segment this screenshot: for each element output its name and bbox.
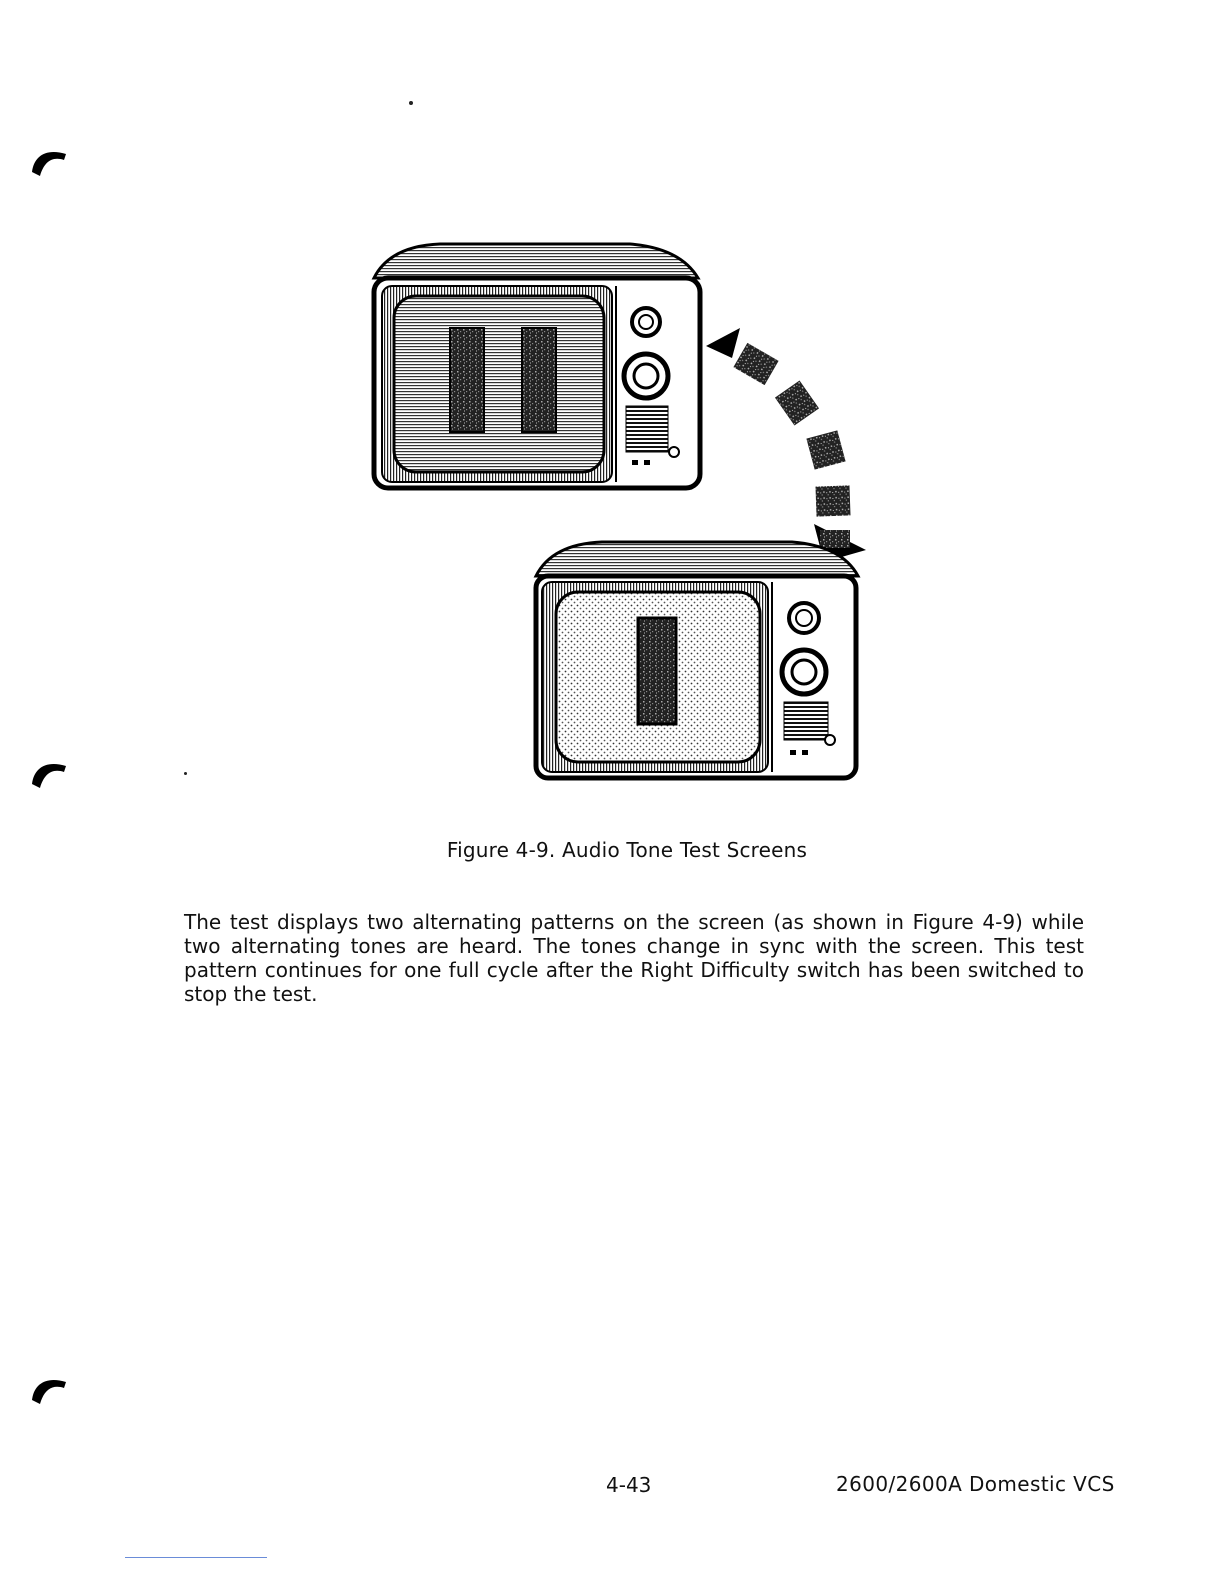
scan-speck [409,101,413,105]
punch-hole-mark-icon [30,1366,70,1406]
curved-arrow-icon [706,328,866,562]
page-number: 4-43 [606,1473,652,1497]
figure-caption: Figure 4-9. Audio Tone Test Screens [446,838,808,862]
punch-hole-mark-icon [30,750,70,790]
scan-speck [184,772,187,775]
figure-illustration [360,238,880,798]
television-set-icon [374,244,700,488]
document-title: 2600/2600A Domestic VCS [836,1472,1115,1496]
body-paragraph: The test displays two alternating patterns on the screen (as shown in Figure 4-9) while two alternating tones are heard. The tones change in sync with the screen. This test pattern continues for one full cycle after the Right Difficulty switch has been switched to stop the test. [184,910,1084,1006]
footnote-rule [125,1557,267,1558]
tv-test-screens-illustration [360,238,880,798]
television-set-icon [536,542,858,778]
punch-hole-mark-icon [30,138,70,178]
